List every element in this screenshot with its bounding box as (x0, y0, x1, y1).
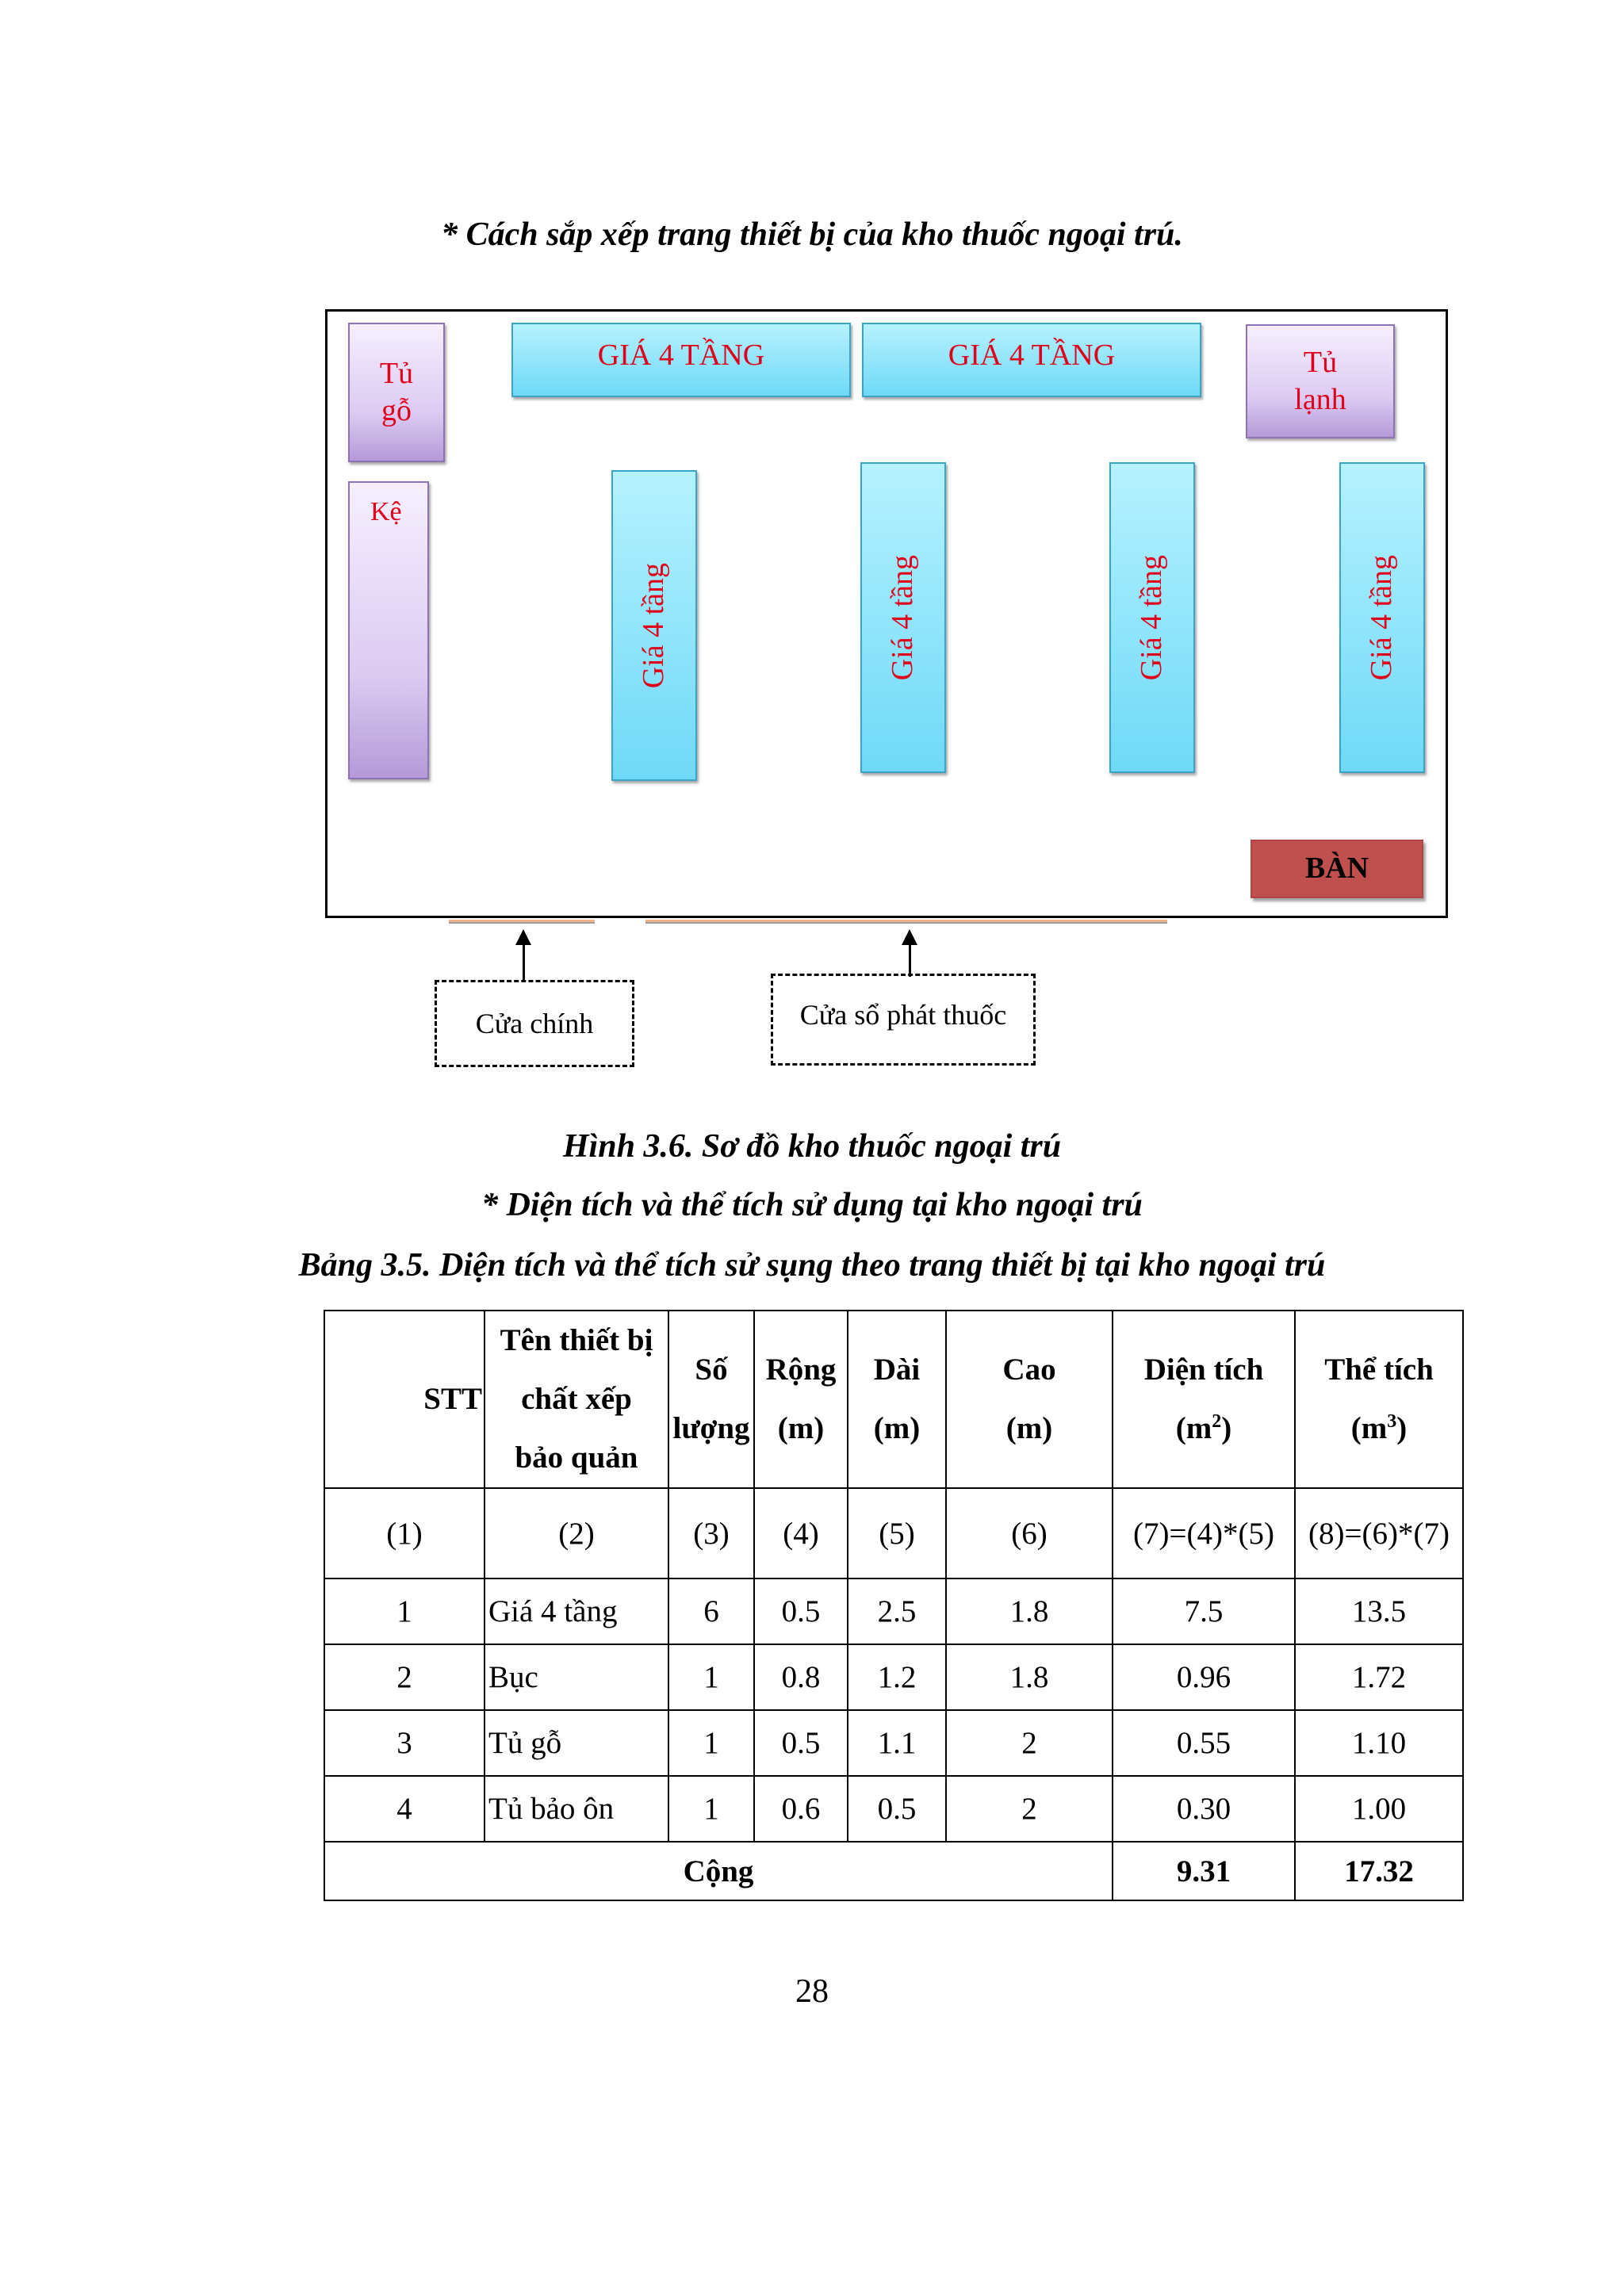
table-row (324, 1578, 1463, 1644)
desk (1251, 840, 1423, 898)
index-cell: (4) (754, 1488, 848, 1578)
page-number: 28 (795, 1973, 829, 2010)
dispensing-window-callout (771, 974, 1036, 1066)
cell-height: 1.8 (946, 1578, 1113, 1644)
refrigerator (1246, 324, 1395, 438)
shelf-vertical-2 (860, 462, 946, 773)
shelf-top-2-label: GIÁ 4 TẦNG (948, 339, 1116, 372)
wooden-cabinet-label-1: Tủ (379, 356, 414, 390)
layout-title: * Cách sắp xếp trang thiết bị của kho thuốc ngoại trú. (441, 216, 1183, 253)
cell-length: 0.5 (848, 1776, 946, 1842)
equipment-table (324, 1310, 1464, 1901)
dispensing-window-label: Cửa sổ phát thuốc (799, 999, 1007, 1031)
shelf-top-1-label: GIÁ 4 TẦNG (597, 339, 765, 372)
cell-volume: 13.5 (1295, 1578, 1463, 1644)
dispensing-window-marker (645, 920, 1167, 924)
shelf-top-2 (862, 323, 1201, 397)
header-area-1: Diện tích (1143, 1353, 1264, 1387)
window-arrow (909, 942, 911, 977)
cell-volume: 1.10 (1295, 1710, 1463, 1776)
header-height-1: Cao (1002, 1353, 1056, 1387)
cell-quantity: 1 (668, 1644, 754, 1710)
header-equipment-1: Tên thiết bị (500, 1323, 653, 1357)
cell-width: 0.6 (754, 1776, 848, 1842)
figure-caption: Hình 3.6. Sơ đồ kho thuốc ngoại trú (562, 1128, 1062, 1165)
header-volume (1295, 1311, 1463, 1488)
header-area-2: $(m^2)$ (1175, 1411, 1232, 1445)
wooden-cabinet (348, 323, 445, 462)
index-cell: (2) (485, 1488, 668, 1578)
header-equipment (485, 1311, 668, 1488)
shelf-vertical-4 (1339, 462, 1425, 773)
cell-height: 1.8 (946, 1644, 1113, 1710)
cell-length: 1.2 (848, 1644, 946, 1710)
shelf-vertical-4-label: Giá 4 tầng (1365, 554, 1399, 681)
main-door-arrow (523, 942, 525, 982)
cell-quantity: 6 (668, 1578, 754, 1644)
header-width-1: Rộng (765, 1353, 837, 1387)
main-door-label: Cửa chính (475, 1008, 594, 1039)
table-row (324, 1710, 1463, 1776)
total-label: Cộng (324, 1842, 1113, 1900)
cell-height: 2 (946, 1776, 1113, 1842)
cell-stt: 1 (324, 1578, 485, 1644)
table-row (324, 1776, 1463, 1842)
shelf-vertical-3 (1109, 462, 1195, 773)
header-volume-1: Thể tích (1324, 1353, 1434, 1387)
cell-volume: 1.00 (1295, 1776, 1463, 1842)
header-equipment-3: bảo quản (515, 1441, 638, 1475)
header-quantity-2: lượng (672, 1411, 750, 1445)
desk-label: BÀN (1304, 851, 1369, 886)
cell-equipment: Tủ gỗ (485, 1710, 668, 1776)
index-cell: (5) (848, 1488, 946, 1578)
index-cell: (7)=(4)*(5) (1113, 1488, 1295, 1578)
cell-area: 0.55 (1113, 1710, 1295, 1776)
header-length-1: Dài (873, 1353, 921, 1387)
cell-stt: 3 (324, 1710, 485, 1776)
cell-width: 0.5 (754, 1578, 848, 1644)
shelf-vertical-1 (611, 470, 697, 781)
header-stt: STT (324, 1311, 485, 1488)
index-cell: (6) (946, 1488, 1113, 1578)
index-cell: (8)=(6)*(7) (1295, 1488, 1463, 1578)
main-door-callout (435, 980, 634, 1067)
total-area: 9.31 (1113, 1842, 1295, 1900)
total-row (324, 1842, 1463, 1900)
rack (348, 481, 429, 779)
wooden-cabinet-label-2: gỗ (381, 394, 412, 427)
cell-area: 0.96 (1113, 1644, 1295, 1710)
shelf-vertical-1-label: Giá 4 tầng (637, 562, 671, 689)
cell-equipment: Bục (485, 1644, 668, 1710)
cell-length: 2.5 (848, 1578, 946, 1644)
index-row (324, 1488, 1463, 1578)
header-width (754, 1311, 848, 1488)
total-volume: 17.32 (1295, 1842, 1463, 1900)
table-row (324, 1644, 1463, 1710)
rack-label: Kệ (370, 497, 402, 526)
shelf-vertical-2-label: Giá 4 tầng (886, 554, 920, 681)
header-length-2: (m) (873, 1411, 921, 1445)
header-quantity (668, 1311, 754, 1488)
cell-stt: 2 (324, 1644, 485, 1710)
refrigerator-label-2: lạnh (1294, 383, 1346, 416)
warehouse-diagram (325, 309, 1448, 918)
cell-area: 0.30 (1113, 1776, 1295, 1842)
cell-equipment: Giá 4 tầng (485, 1578, 668, 1644)
shelf-vertical-3-label: Giá 4 tầng (1135, 554, 1169, 681)
header-height (946, 1311, 1113, 1488)
table-caption: Bảng 3.5. Diện tích và thể tích sử sụng theo trang thiết bị tại kho ngoại trú (298, 1247, 1326, 1284)
cell-height: 2 (946, 1710, 1113, 1776)
shelf-top-1 (511, 323, 851, 397)
cell-quantity: 1 (668, 1710, 754, 1776)
main-door-arrow-head (515, 929, 531, 945)
window-arrow-head (902, 929, 917, 945)
index-cell: (3) (668, 1488, 754, 1578)
header-area (1113, 1311, 1295, 1488)
cell-volume: 1.72 (1295, 1644, 1463, 1710)
header-height-2: (m) (1005, 1411, 1053, 1445)
header-quantity-1: Số (695, 1353, 728, 1387)
header-width-2: (m) (777, 1411, 825, 1445)
cell-width: 0.5 (754, 1710, 848, 1776)
index-cell: (1) (324, 1488, 485, 1578)
header-equipment-2: chất xếp (521, 1382, 632, 1416)
area-section-title: * Diện tích và thể tích sử dụng tại kho ngoại trú (481, 1187, 1143, 1223)
header-length (848, 1311, 946, 1488)
cell-quantity: 1 (668, 1776, 754, 1842)
cell-stt: 4 (324, 1776, 485, 1842)
cell-equipment: Tủ bảo ôn (485, 1776, 668, 1842)
main-door-marker (449, 920, 595, 924)
header-volume-2: $(m^3)$ (1350, 1411, 1408, 1445)
header-row (324, 1311, 1463, 1488)
cell-width: 0.8 (754, 1644, 848, 1710)
refrigerator-label-1: Tủ (1303, 345, 1338, 379)
cell-length: 1.1 (848, 1710, 946, 1776)
cell-area: 7.5 (1113, 1578, 1295, 1644)
